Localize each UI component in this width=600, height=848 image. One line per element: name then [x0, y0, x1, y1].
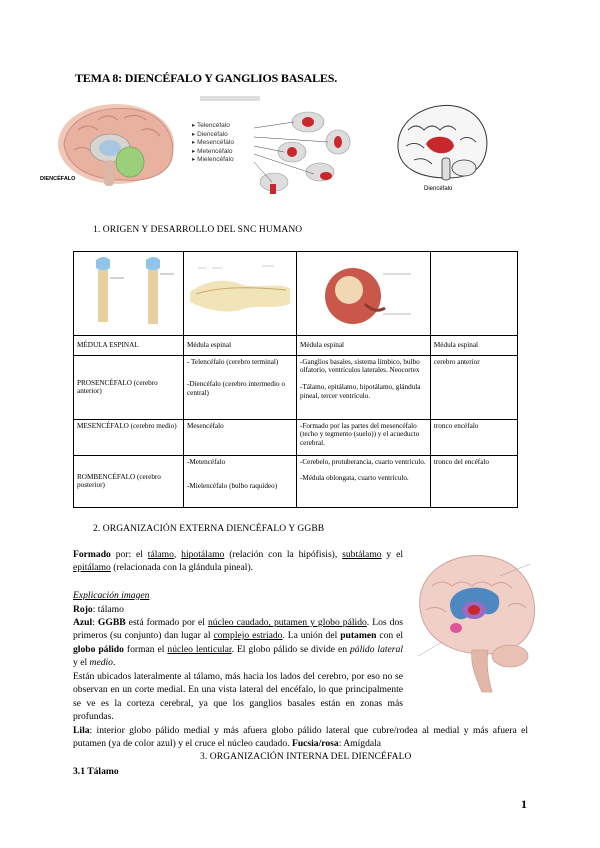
paragraph-rojo: Rojo: tálamo [73, 604, 124, 615]
table-header-cell: Médula espinal [183, 335, 296, 355]
table-row [74, 419, 518, 455]
section-heading-2: 2. ORGANIZACIÓN EXTERNA DIENCÉFALO Y GGBB [93, 524, 325, 534]
table-cell: ROMBENCÉFALO (cerebro posterior) [74, 455, 184, 507]
paragraph-ubicados: Están ubicados lateralmente al tálamo, más hacia los lados del cerebro, por eso no se observan en un corte medial. En una vista lateral del encéfalo, lo que principalmente se ve es la corteza cerebral, ya que los ganglios basales están en zonas más profundas. [73, 671, 403, 723]
legend-item-diencefalo: ▸ Diencéfalo [192, 130, 228, 138]
table-cell: -Metencéfalo -Mielencéfalo (bulbo raquídeo) [183, 455, 296, 507]
table-cell: PROSENCÉFALO (cerebro anterior) [74, 355, 184, 419]
table-cell: -Cerebelo, protuberancia, cuarto ventrículo. -Médula oblongata, cuarto ventrículo. [296, 455, 430, 507]
figure-basal-ganglia [412, 546, 540, 694]
table-row [74, 455, 518, 507]
figure-label-diencefalo-2: Diencéfalo [424, 186, 453, 192]
subheading-talamo: 3.1 Tálamo [73, 766, 119, 777]
table-cell: Mesencéfalo [183, 419, 296, 455]
legend-item-telencefalo: ▸ Telencéfalo [192, 122, 230, 129]
page-number: 1 [521, 797, 527, 811]
table-header-cell: Médula espinal [296, 335, 430, 355]
table-header-row [74, 335, 518, 355]
figure-brain-sagittal [38, 100, 178, 192]
legend-item-mielencefalo: ▸ Mielencéfalo [192, 156, 234, 164]
legend-item-mesencefalo: ▸ Mesencéfalo [192, 139, 234, 147]
page-title: TEMA 8: DIENCÉFALO Y GANGLIOS BASALES. [75, 71, 338, 85]
table-cell-image [183, 252, 296, 336]
figure-brain-outline [390, 100, 492, 196]
table-header-cell: MÉDULA ESPINAL [74, 335, 184, 355]
table-cell: -Ganglios basales, sistema límbico, bulbo olfatorio, ventrículos laterales. Neocortex -Tálamo, epitálamo, hipotálamo, glándula pineal, tercer ventrículo. [296, 355, 430, 419]
table-cell: tronco encéfalo [430, 419, 517, 455]
table-header-cell: Médula espinal [430, 335, 517, 355]
table-cell: tronco del encéfalo [430, 455, 517, 507]
table-row [74, 355, 518, 419]
table-cell-image [74, 252, 184, 336]
development-table [73, 251, 518, 508]
paragraph-lila: Lila: interior globo pálido medial y más afuera globo pálido lateral que cubre/rodea al medial y más afuera el putamen (ya de color azul) y el cruce el núcleo caudado. Fucsia/rosa: Amígdala [73, 725, 528, 750]
table-cell: MESENCÉFALO (cerebro medio) [74, 419, 184, 455]
section-heading-3: 3. ORGANIZACIÓN INTERNA DEL DIENCÉFALO [200, 752, 412, 762]
table-cell: - Telencéfalo (cerebro terminal) -Diencéfalo (cerebro intermedio o central) [183, 355, 296, 419]
table-cell: cerebro anterior [430, 355, 517, 419]
paragraph-azul: Azul: GGBB está formado por el núcleo caudado, putamen y globo pálido. Los dos primeros (su conjunto) dan lugar al complejo estriado. La unión del putamen con el globo pálido forman el núcleo lenticular. El globo pálido se divide en pálido lateral y el medio. [73, 617, 404, 669]
figure-legend [192, 122, 234, 165]
section-heading-1: 1. ORIGEN Y DESARROLLO DEL SNC HUMANO [93, 225, 303, 235]
paragraph-formado: Formado por: el tálamo, hipotálamo (relación con la hipófisis), subtálamo y el epitálamo (relacionada con la glándula pineal). [73, 549, 404, 574]
table-cell: -Formado por las partes del mesencéfalo (techo y tegmento (suelo)) y el acueducto cerebral. [296, 419, 430, 455]
table-row-images [74, 252, 518, 336]
figure-brain-development [188, 96, 360, 196]
legend-item-metencefalo: ▸ Metencéfalo [192, 147, 233, 155]
figure-label-diencefalo: DIENCÉFALO [40, 176, 76, 182]
subheading-explicacion-imagen: Explicación imagen [73, 590, 150, 601]
table-cell-empty [430, 252, 517, 336]
table-cell-image [296, 252, 430, 336]
